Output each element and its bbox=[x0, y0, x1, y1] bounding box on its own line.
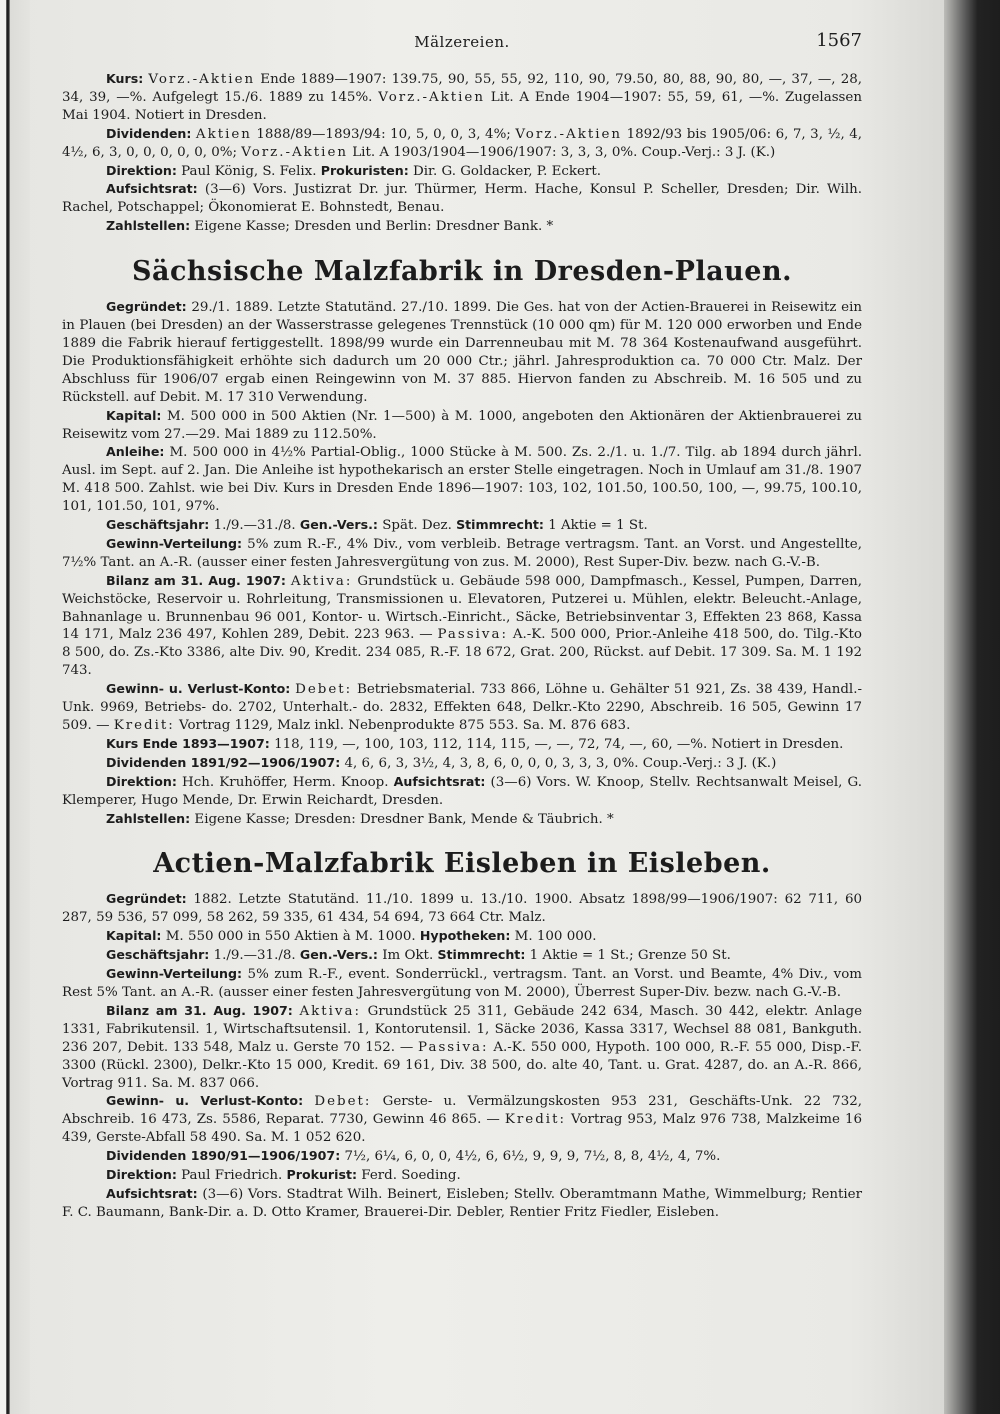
entry-text: Paul Friedrich. bbox=[176, 1168, 287, 1184]
entry-label: Dividenden 1891/92—1906/1907: bbox=[106, 754, 341, 770]
entry-text: Grundstück 25 311, Gebäude 242 634, Masch. 30 442, elektr. Anlage 1331, Fabrikutensil. 1, Wirtschaftsutensil. 1, Kontorutensil. 1, Säcke 2036, Kassa 3317, Wechsel 88 081, Bankguth. 236 207, Debit. 133 548, Malz u. Gerste 70 152. — bbox=[62, 1003, 862, 1055]
entry-text: A.-K. 500 000, Prior.-Anleihe 418 500, do. Tilg.-Kto 8 500, do. Zs.-Kto 3386, alte Div. 90, Kredit. 234 085, R.-F. 18 672, Grat. 200, Rückst. auf Debit. 17 309. Sa. M. 1 192 743. bbox=[62, 627, 862, 679]
entry-spaced: Kredit: bbox=[504, 1112, 566, 1128]
entry-text: Grundstück u. Gebäude 598 000, Dampfmasch., Kessel, Pumpen, Darren, Weichstöcke, Reservoir u. Rohrleitung, Transmissionen u. Elevatoren, Putzerei u. Mühlen, elektr. Beleucht.-Anlage, Bahnanlage u. Brunnenbau 96 001, Kontor- u. Wirtsch.-Einricht., Säcke, Betriebsinventar 3, Effekten 23 868, Kassa 14 171, Malz 236 497, Kohlen 289, Debit. 223 963. — bbox=[62, 573, 863, 643]
entry-label: Zahlstellen: bbox=[106, 218, 191, 234]
entry-spaced: Passiva: bbox=[437, 627, 508, 643]
company-heading: Actien-Malzfabrik Eisleben in Eisleben. bbox=[153, 848, 771, 880]
entry-label: Kurs: bbox=[106, 71, 144, 86]
entry-label: Stimmrecht: bbox=[456, 517, 544, 533]
entry-spaced: Debet: bbox=[295, 682, 353, 698]
entry-bilanz bbox=[62, 1002, 862, 1093]
entry-text: 7½, 6¼, 6, 0, 0, 4½, 6, 6½, 9, 9, 9, 7½, 8, 8, 4½, 4, 7%. bbox=[340, 1149, 721, 1165]
entry-label: Gegründet: bbox=[106, 299, 187, 315]
entry-text: (3—6) Vors. Justizrat Dr. jur. Thürmer, Herm. Hache, Konsul P. Scheller, Dresden; Dir. Wilh. Rachel, Potschappel; Ökonomierat E. Bohnstedt, Benau. bbox=[62, 182, 862, 216]
page-content bbox=[62, 30, 863, 1222]
entry-aufsichtsrat bbox=[62, 1185, 862, 1222]
entry-text: Ferd. Soeding. bbox=[357, 1168, 461, 1184]
entry-text: Im Okt. bbox=[377, 948, 438, 964]
section-continuation bbox=[62, 70, 862, 236]
entry-spaced: Aktiva: bbox=[299, 1003, 361, 1019]
entry-spaced: Passiva: bbox=[418, 1039, 489, 1055]
entry-spaced: Vorz.-Aktien bbox=[515, 126, 623, 142]
entry-zahlstellen bbox=[62, 217, 862, 236]
entry-text: Ende 1889—1907: 139.75, 90, 55, 55, 92, 110, 90, 79.50, 80, 88, 90, 80, —, 37, —, 28, 34, 39, —%. Aufgelegt 15./6. 1889 zu 145%. bbox=[62, 72, 862, 105]
entry-text: 1892/93 bis 1905/06: 6, 7, 3, ½, 4, 4½, 6, 3, 0, 0, 0, 0, 0, 0%; bbox=[62, 126, 862, 160]
entry-direktion bbox=[62, 162, 862, 181]
entry-label: Aufsichtsrat: bbox=[393, 773, 486, 789]
entry-text: (3—6) Vors. Stadtrat Wilh. Beinert, Eisleben; Stellv. Oberamtmann Mathe, Wimmelburg; Rentier F. C. Baumann, Bank-Dir. a. D. Otto Kramer, Brauerei-Dir. Debler, Rentier Fritz Fiedler, Eisleben. bbox=[62, 1186, 862, 1220]
entry-kapital bbox=[62, 927, 862, 946]
entry-text: 5% zum R.-F., event. Sonderrückl., vertragsm. Tant. an Vorst. und Beamte, 4% Div., vom Rest 5% Tant. an A.-R. (ausser einer festen Jahresvergütung von M. 2000), Überrest Super-Div. bezw. nach G.-V.-B. bbox=[62, 967, 862, 1000]
company-entry bbox=[62, 890, 862, 1221]
entry-dividenden bbox=[62, 125, 862, 162]
entry-spaced: Aktiva: bbox=[290, 573, 353, 589]
entry-label: Gegründet: bbox=[106, 891, 187, 907]
entry-label: Kapital: bbox=[106, 928, 162, 944]
entry-kurs bbox=[62, 735, 862, 754]
entry-label: Gewinn- u. Verlust-Konto: bbox=[106, 681, 291, 697]
entry-label: Bilanz am 31. Aug. 1907: bbox=[106, 572, 286, 588]
entry-text: Spät. Dez. bbox=[377, 518, 457, 534]
entry-spaced: Aktien bbox=[195, 126, 252, 142]
entry-text: 1882. Letzte Statutänd. 11./10. 1899 u. 13./10. 1900. Absatz 1898/99—1906/1907: 62 711, 60 287, 59 536, 57 099, 58 262, 59 335, 61 434, 54 694, 73 664 Ctr. Malz. bbox=[62, 892, 862, 926]
company-heading: Sächsische Malzfabrik in Dresden-Plauen. bbox=[131, 256, 792, 288]
entry-text: Dir. G. Goldacker, P. Eckert. bbox=[408, 163, 601, 179]
entry-label: Direktion: bbox=[106, 1167, 177, 1183]
entry-label: Gewinn-Verteilung: bbox=[106, 966, 243, 982]
entry-label: Kapital: bbox=[106, 407, 162, 423]
page-number: 1567 bbox=[816, 30, 862, 51]
entry-spaced: Vorz.-Aktien bbox=[148, 72, 256, 87]
entry-aufsichtsrat bbox=[62, 180, 862, 217]
page-left-edge bbox=[0, 0, 30, 1414]
entry-text: 1 Aktie = 1 St. bbox=[543, 518, 648, 534]
entry-label: Gen.-Vers.: bbox=[299, 517, 378, 533]
entry-text: Vortrag 953, Malz 976 738, Malzkeime 16 439, Gerste-Abfall 58 490. Sa. M. 1 052 620. bbox=[62, 1112, 862, 1146]
entry-kurs bbox=[62, 70, 862, 125]
entry-label: Aufsichtsrat: bbox=[106, 181, 198, 197]
entry-geschaeftsjahr bbox=[62, 946, 862, 965]
entry-direktion bbox=[62, 1166, 862, 1185]
entry-label: Stimmrecht: bbox=[437, 947, 526, 963]
entry-text: Eigene Kasse; Dresden und Berlin: Dresdner Bank. * bbox=[190, 219, 554, 235]
entry-gegruendet bbox=[62, 890, 862, 927]
entry-label: Kurs Ende 1893—1907: bbox=[106, 735, 270, 751]
entry-text: M. 500 000 in 500 Aktien (Nr. 1—500) à M. 1000, angeboten den Aktionären der Aktienbrauerei zu Reisewitz vom 27.—29. Mai 1889 zu 112.50%. bbox=[62, 408, 862, 442]
entry-zahlstellen bbox=[62, 810, 862, 829]
entry-geschaeftsjahr bbox=[62, 516, 862, 535]
entry-text: (3—6) Vors. W. Knoop, Stellv. Rechtsanwalt Meisel, G. Klemperer, Hugo Mende, Dr. Erwin Reichardt, Dresden. bbox=[62, 774, 863, 808]
entry-text: 1./9.—31./8. bbox=[209, 518, 300, 534]
entry-label: Gen.-Vers.: bbox=[299, 947, 378, 963]
entry-text: 118, 119, —, 100, 103, 112, 114, 115, —, —, 72, 74, —, 60, —%. Notiert in Dresden. bbox=[269, 736, 844, 752]
entry-label: Bilanz am 31. Aug. 1907: bbox=[106, 1002, 293, 1018]
entry-text: Lit. A 1903/1904—1906/1907: 3, 3, 3, 0%. Coup.-Verj.: 3 J. (K.) bbox=[348, 144, 776, 160]
entry-label: Dividenden 1890/91—1906/1907: bbox=[106, 1148, 341, 1164]
entry-label: Prokurist: bbox=[286, 1167, 358, 1183]
entry-text: Vortrag 1129, Malz inkl. Nebenprodukte 875 553. Sa. M. 876 683. bbox=[174, 718, 631, 733]
entry-label: Direktion: bbox=[106, 773, 177, 789]
entry-text: A.-K. 550 000, Hypoth. 100 000, R.-F. 55 000, Disp.-F. 3300 (Rückl. 2300), Delkr.-Kto 15 000, Kredit. 69 161, Div. 38 500, do. alte 40, Tant. u. Grat. 4287, do. an A.-R. 866, Vortrag 911. Sa. M. 837 066. bbox=[62, 1039, 862, 1091]
entry-label: Gewinn- u. Verlust-Konto: bbox=[106, 1093, 304, 1109]
entry-gegruendet bbox=[62, 298, 862, 406]
running-title: Mälzereien. bbox=[414, 33, 510, 51]
entry-text: 1./9.—31./8. bbox=[209, 948, 300, 964]
entry-label: Hypotheken: bbox=[419, 928, 511, 944]
entry-spaced: Vorz.-Aktien bbox=[378, 89, 485, 105]
entry-label: Geschäftsjahr: bbox=[106, 947, 210, 963]
entry-text: M. 100 000. bbox=[510, 929, 597, 945]
entry-gewinn-verteilung bbox=[62, 535, 862, 572]
entry-text: Eigene Kasse; Dresden: Dresdner Bank, Mende & Täubrich. * bbox=[190, 811, 614, 827]
entry-dividenden bbox=[62, 754, 862, 773]
company-entry bbox=[62, 298, 862, 828]
entry-text: 5% zum R.-F., 4% Div., vom verbleib. Betrage vertragsm. Tant. an Vorst. und Angestellte, 7½% Tant. an A.-R. (ausser einer festen Jahresvergütung von zus. M. 2000), Rest Super-Div. bezw. nach G.-V.-B. bbox=[62, 536, 862, 570]
entry-label: Dividenden: bbox=[106, 125, 192, 141]
entry-text: Paul König, S. Felix. bbox=[176, 163, 321, 179]
entry-label: Gewinn-Verteilung: bbox=[106, 535, 243, 551]
entry-text: M. 500 000 in 4½% Partial-Oblig., 1000 Stücke à M. 500. Zs. 2./1. u. 1./7. Tilg. ab 1894 durch jährl. Ausl. im Sept. auf 2. Jan. Die Anleihe ist hypothekarisch an erster Stelle eingetragen. Noch in Umlauf am 31./8. 1907 M. 418 500. Zahlst. wie bei Div. Kurs in Dresden Ende 1896—1907: 103, 102, 101.50, 100.50, 100, —, 99.75, 100.10, 101, 101.50, 101, 97%. bbox=[62, 445, 862, 515]
entry-gewinn-verteilung bbox=[62, 965, 862, 1002]
entry-text: Hch. Kruhöffer, Herm. Knoop. bbox=[176, 774, 394, 790]
entry-text: 4, 6, 6, 3, 3½, 4, 3, 8, 6, 0, 0, 0, 3, 3, 3, 0%. Coup.-Verj.: 3 J. (K.) bbox=[340, 755, 777, 771]
entry-label: Direktion: bbox=[106, 162, 177, 178]
entry-text: M. 550 000 in 550 Aktien à M. 1000. bbox=[161, 929, 420, 945]
entry-spaced: Debet: bbox=[314, 1094, 372, 1110]
entry-label: Geschäftsjahr: bbox=[106, 517, 210, 533]
entry-kapital bbox=[62, 407, 862, 444]
entry-spaced: Kredit: bbox=[113, 718, 175, 733]
entry-bilanz bbox=[62, 572, 862, 680]
entry-dividenden bbox=[62, 1147, 862, 1166]
entry-text: 1 Aktie = 1 St.; Grenze 50 St. bbox=[525, 948, 731, 964]
entry-text: 29./1. 1889. Letzte Statutänd. 27./10. 1899. Die Ges. hat von der Actien-Brauerei in Reisewitz ein in Plauen (bei Dresden) an der Wasserstrasse gelegenes Trennstück (10 000 qm) für M. 120 000 erworben und Ende 1889 die Fabrik hierauf fertiggestellt. 1898/99 wurde ein Darrenneubau mit M. 78 364 Kostenaufwand ausgeführt. Die Produktionsfähigkeit erhöhte sich dadurch um 20 000 Ctr.; jährl. Jahresproduktion ca. 70 000 Ctr. Malz. Der Abschluss für 1906/07 ergab einen Reingewinn von M. 37 885. Hiervon fanden zu Abschreib. M. 16 505 und zu Rückstell. auf Debit. M. 17 310 Verwendung. bbox=[62, 300, 862, 405]
entry-anleihe bbox=[62, 443, 862, 516]
entry-text: Gerste- u. Vermälzungskosten 953 231, Geschäfts-Unk. 22 732, Abschreib. 16 473, Zs. 5586, Reparat. 7730, Gewinn 46 865. — bbox=[62, 1094, 862, 1128]
entry-label: Prokuristen: bbox=[320, 162, 409, 178]
entry-text bbox=[303, 1094, 314, 1109]
page-right-edge bbox=[944, 0, 1000, 1414]
entry-label: Anleihe: bbox=[106, 444, 165, 460]
entry-text: 1888/89—1893/94: 10, 5, 0, 0, 3, 4%; bbox=[251, 126, 516, 142]
entry-text: Betriebsmaterial. 733 866, Löhne u. Gehälter 51 921, Zs. 38 439, Handl.-Unk. 9969, Betriebs- do. 2702, Unterhalt.- do. 2832, Effekten 648, Delkr.-Kto 2290, Abschreib. 16 505, Gewinn 17 509. — bbox=[62, 682, 862, 733]
entry-label: Aufsichtsrat: bbox=[106, 1185, 198, 1201]
running-head bbox=[62, 30, 862, 60]
entry-direktion bbox=[62, 773, 862, 810]
entry-gewinn-verlust bbox=[62, 680, 862, 735]
entry-spaced: Vorz.-Aktien bbox=[241, 144, 349, 160]
entry-gewinn-verlust bbox=[62, 1092, 862, 1147]
entry-text: Lit. A Ende 1904—1907: 55, 59, 61, —%. Zugelassen Mai 1904. Notiert in Dresden. bbox=[62, 89, 862, 123]
entry-label: Zahlstellen: bbox=[106, 810, 191, 826]
